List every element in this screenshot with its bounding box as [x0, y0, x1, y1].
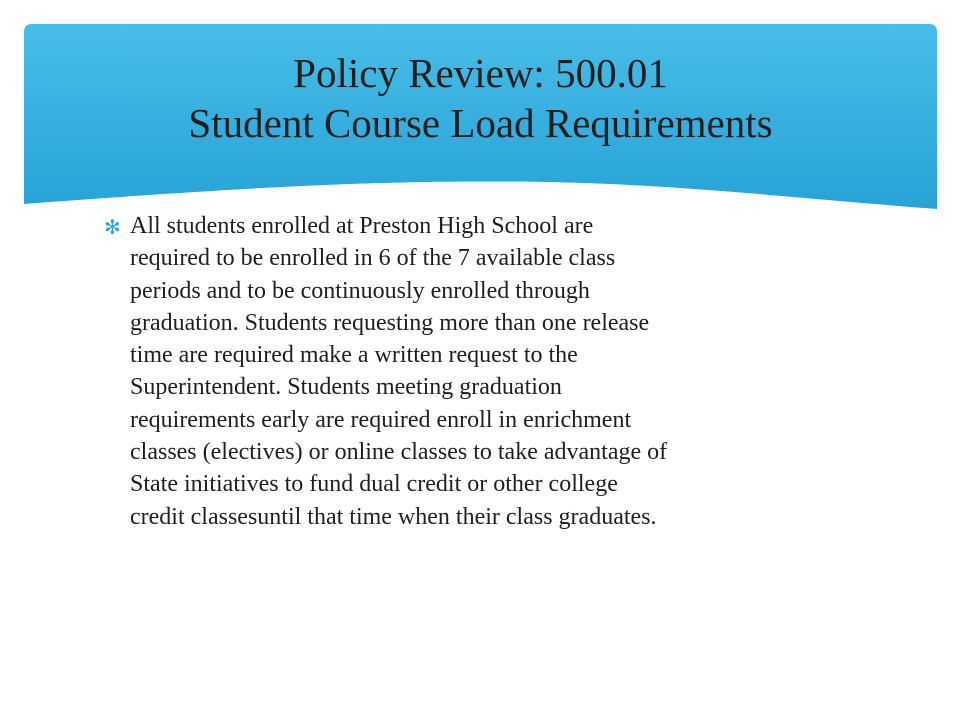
bullet-line: time are required make a written request to the: [130, 342, 578, 369]
asterisk-bullet-icon: ✻: [104, 215, 121, 239]
bullet-line: periods and to be continuously enrolled through: [130, 277, 590, 304]
title-line-1: Policy Review: 500.01: [293, 50, 668, 96]
slide-body: [100, 210, 860, 533]
bullet-line: graduation. Students requesting more than one release: [130, 309, 650, 336]
slide-title: [24, 48, 937, 148]
bullet-line: credit classesuntil that time when their class graduates.: [130, 503, 657, 530]
bullet-line: All students enrolled at Preston High School are: [130, 213, 594, 239]
bullet-line: classes (electives) or online classes to take advantage of: [130, 439, 668, 466]
bullet-line: required to be enrolled in 6 of the 7 available class: [130, 245, 616, 272]
bullet-line: State initiatives to fund dual credit or other college: [130, 471, 618, 498]
title-line-2: Student Course Load Requirements: [188, 100, 773, 146]
bullet-line: Superintendent. Students meeting graduation: [130, 374, 562, 401]
bullet-line: requirements early are required enroll in enrichment: [130, 406, 632, 433]
bullet-text: [130, 210, 860, 533]
bullet-item: [100, 210, 860, 533]
